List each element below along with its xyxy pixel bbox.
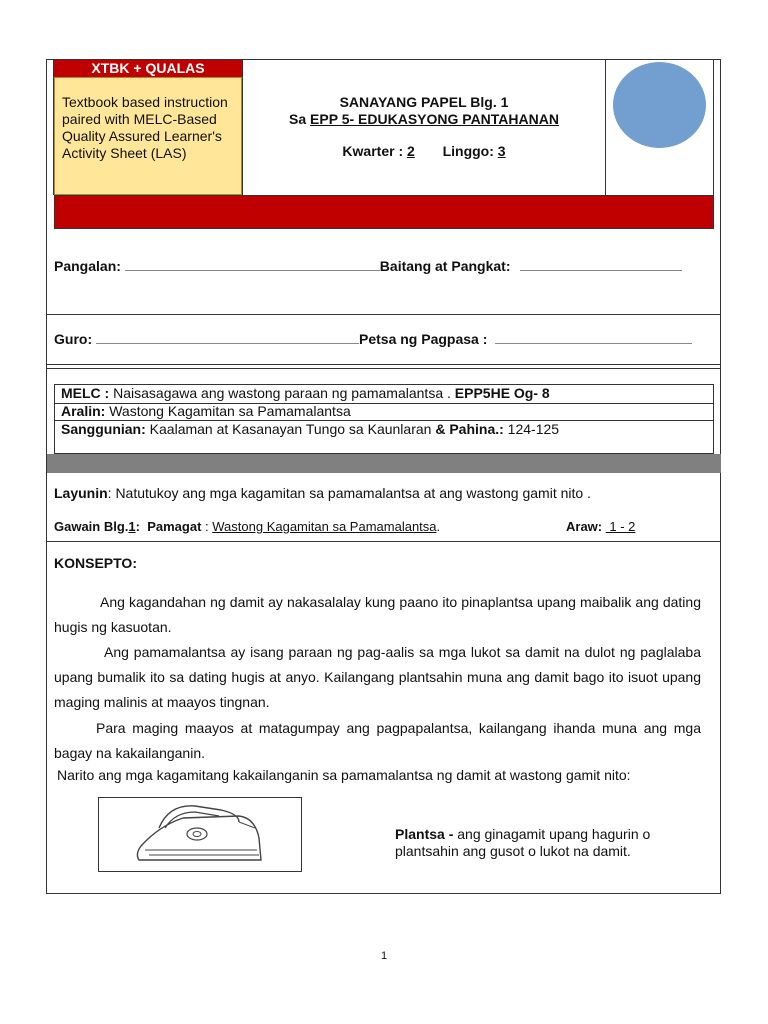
layunin-label: Layunin	[54, 485, 108, 501]
araw-value: 1 - 2	[605, 519, 636, 534]
pamagat-label: Pamagat	[147, 519, 202, 534]
sanggunian-row	[61, 421, 559, 438]
quarter-week-line	[243, 143, 605, 160]
subject-line	[243, 111, 605, 128]
layunin-row	[54, 485, 591, 501]
linggo-value: 3	[497, 143, 506, 159]
konsepto-paragraph-1: Ang kagandahan ng damit ay nakasalalay kung paano ito pinaplantsa upang maibalik ang dating hugis ng kasuotan.	[54, 594, 701, 635]
aralin-text: Wastong Kagamitan sa Pamamalantsa	[105, 403, 351, 419]
plantsa-label: Plantsa -	[395, 826, 458, 842]
school-logo	[613, 62, 706, 148]
baitang-input[interactable]	[520, 258, 682, 271]
pamagat-sep: :	[201, 519, 213, 534]
gawain-number: 1	[128, 519, 136, 534]
header-divider-right	[605, 60, 606, 195]
sanggunian-label: Sanggunian:	[61, 421, 146, 437]
konsepto-paragraph-3: Para maging maayos at matagumpay ang pagpapalantsa, kailangang ihanda muna ang mga bagay na kakailanganin.	[54, 720, 701, 761]
aralin-label: Aralin:	[61, 403, 106, 419]
gray-band	[47, 454, 721, 473]
kwarter-value: 2	[407, 143, 415, 159]
worksheet-title: SANAYANG PAPEL Blg. 1	[339, 94, 509, 110]
subject-name: EPP 5- EDUKASYONG PANTAHANAN	[310, 111, 559, 127]
kwarter-label: Kwarter :	[342, 143, 407, 159]
konsepto-heading: KONSEPTO:	[54, 555, 137, 571]
guro-input[interactable]	[96, 331, 359, 344]
program-description: Textbook based instruction paired with MELC-Based Quality Assured Learner's Activity Sheet (LAS)	[54, 77, 242, 195]
pangalan-input[interactable]	[125, 258, 380, 271]
iron-illustration	[98, 797, 302, 872]
araw-field	[566, 519, 635, 534]
sanggunian-text: Kaalaman at Kasanayan Tungo sa Kaunlaran	[145, 421, 436, 437]
pangalan-label: Pangalan:	[54, 258, 121, 274]
gawain-colon: :	[135, 519, 140, 534]
brand-badge: XTBK + QUALAS	[54, 60, 242, 77]
melc-label: MELC :	[61, 385, 114, 401]
melc-box	[54, 384, 714, 454]
gawain-label: Gawain Blg.	[54, 519, 129, 534]
pamagat-period: .	[436, 519, 441, 534]
plantsa-text: ang ginagamit upang hagurin o plantsahin ang gusot o lukot na damit.	[395, 826, 651, 859]
petsa-input[interactable]	[495, 331, 692, 344]
subject-prefix: Sa	[289, 111, 311, 127]
plantsa-description	[395, 826, 695, 860]
linggo-label: Linggo:	[442, 143, 498, 159]
konsepto-paragraph-2: Ang pamamalantsa ay isang paraan ng pag-aalis sa mga lukot sa damit na dulot ng paglalaba upang bumalik ito sa dating hugis at anyo. Kailangang plantsahin muna ang damit bago ito isuot upang maging malinis at maayos tingnan.	[54, 644, 701, 710]
baitang-label: Baitang at Pangkat:	[379, 258, 511, 274]
melc-code: EPP5HE Og- 8	[454, 385, 550, 401]
konsepto-paragraph-4: Narito ang mga kagamitang kakailanganin sa pamamalantsa ng damit at wastong gamit nito:	[57, 767, 631, 783]
konsepto-divider	[47, 541, 721, 542]
melc-row	[61, 385, 550, 402]
red-banner	[54, 195, 714, 229]
page-number: 1	[380, 950, 388, 962]
name-grade-row	[54, 258, 714, 274]
header-divider-edge	[713, 60, 714, 195]
pahina-label: & Pahina.:	[435, 421, 504, 437]
araw-label: Araw:	[566, 519, 603, 534]
double-divider-bottom	[47, 368, 721, 369]
guro-label: Guro:	[54, 331, 93, 347]
melc-text: Naisasagawa ang wastong paraan ng pamamalantsa .	[113, 385, 455, 401]
teacher-date-row	[54, 331, 714, 347]
pahina-value: 124-125	[503, 421, 560, 437]
iron-icon	[99, 798, 301, 871]
row-divider	[47, 314, 721, 315]
pamagat-value: Wastong Kagamitan sa Pamamalantsa	[212, 519, 437, 534]
double-divider-top	[47, 364, 721, 365]
petsa-label: Petsa ng Pagpasa :	[359, 331, 488, 347]
layunin-text: : Natutukoy ang mga kagamitan sa pamamalantsa at ang wastong gamit nito .	[107, 485, 591, 501]
aralin-row	[61, 403, 351, 420]
title-block	[243, 60, 605, 195]
